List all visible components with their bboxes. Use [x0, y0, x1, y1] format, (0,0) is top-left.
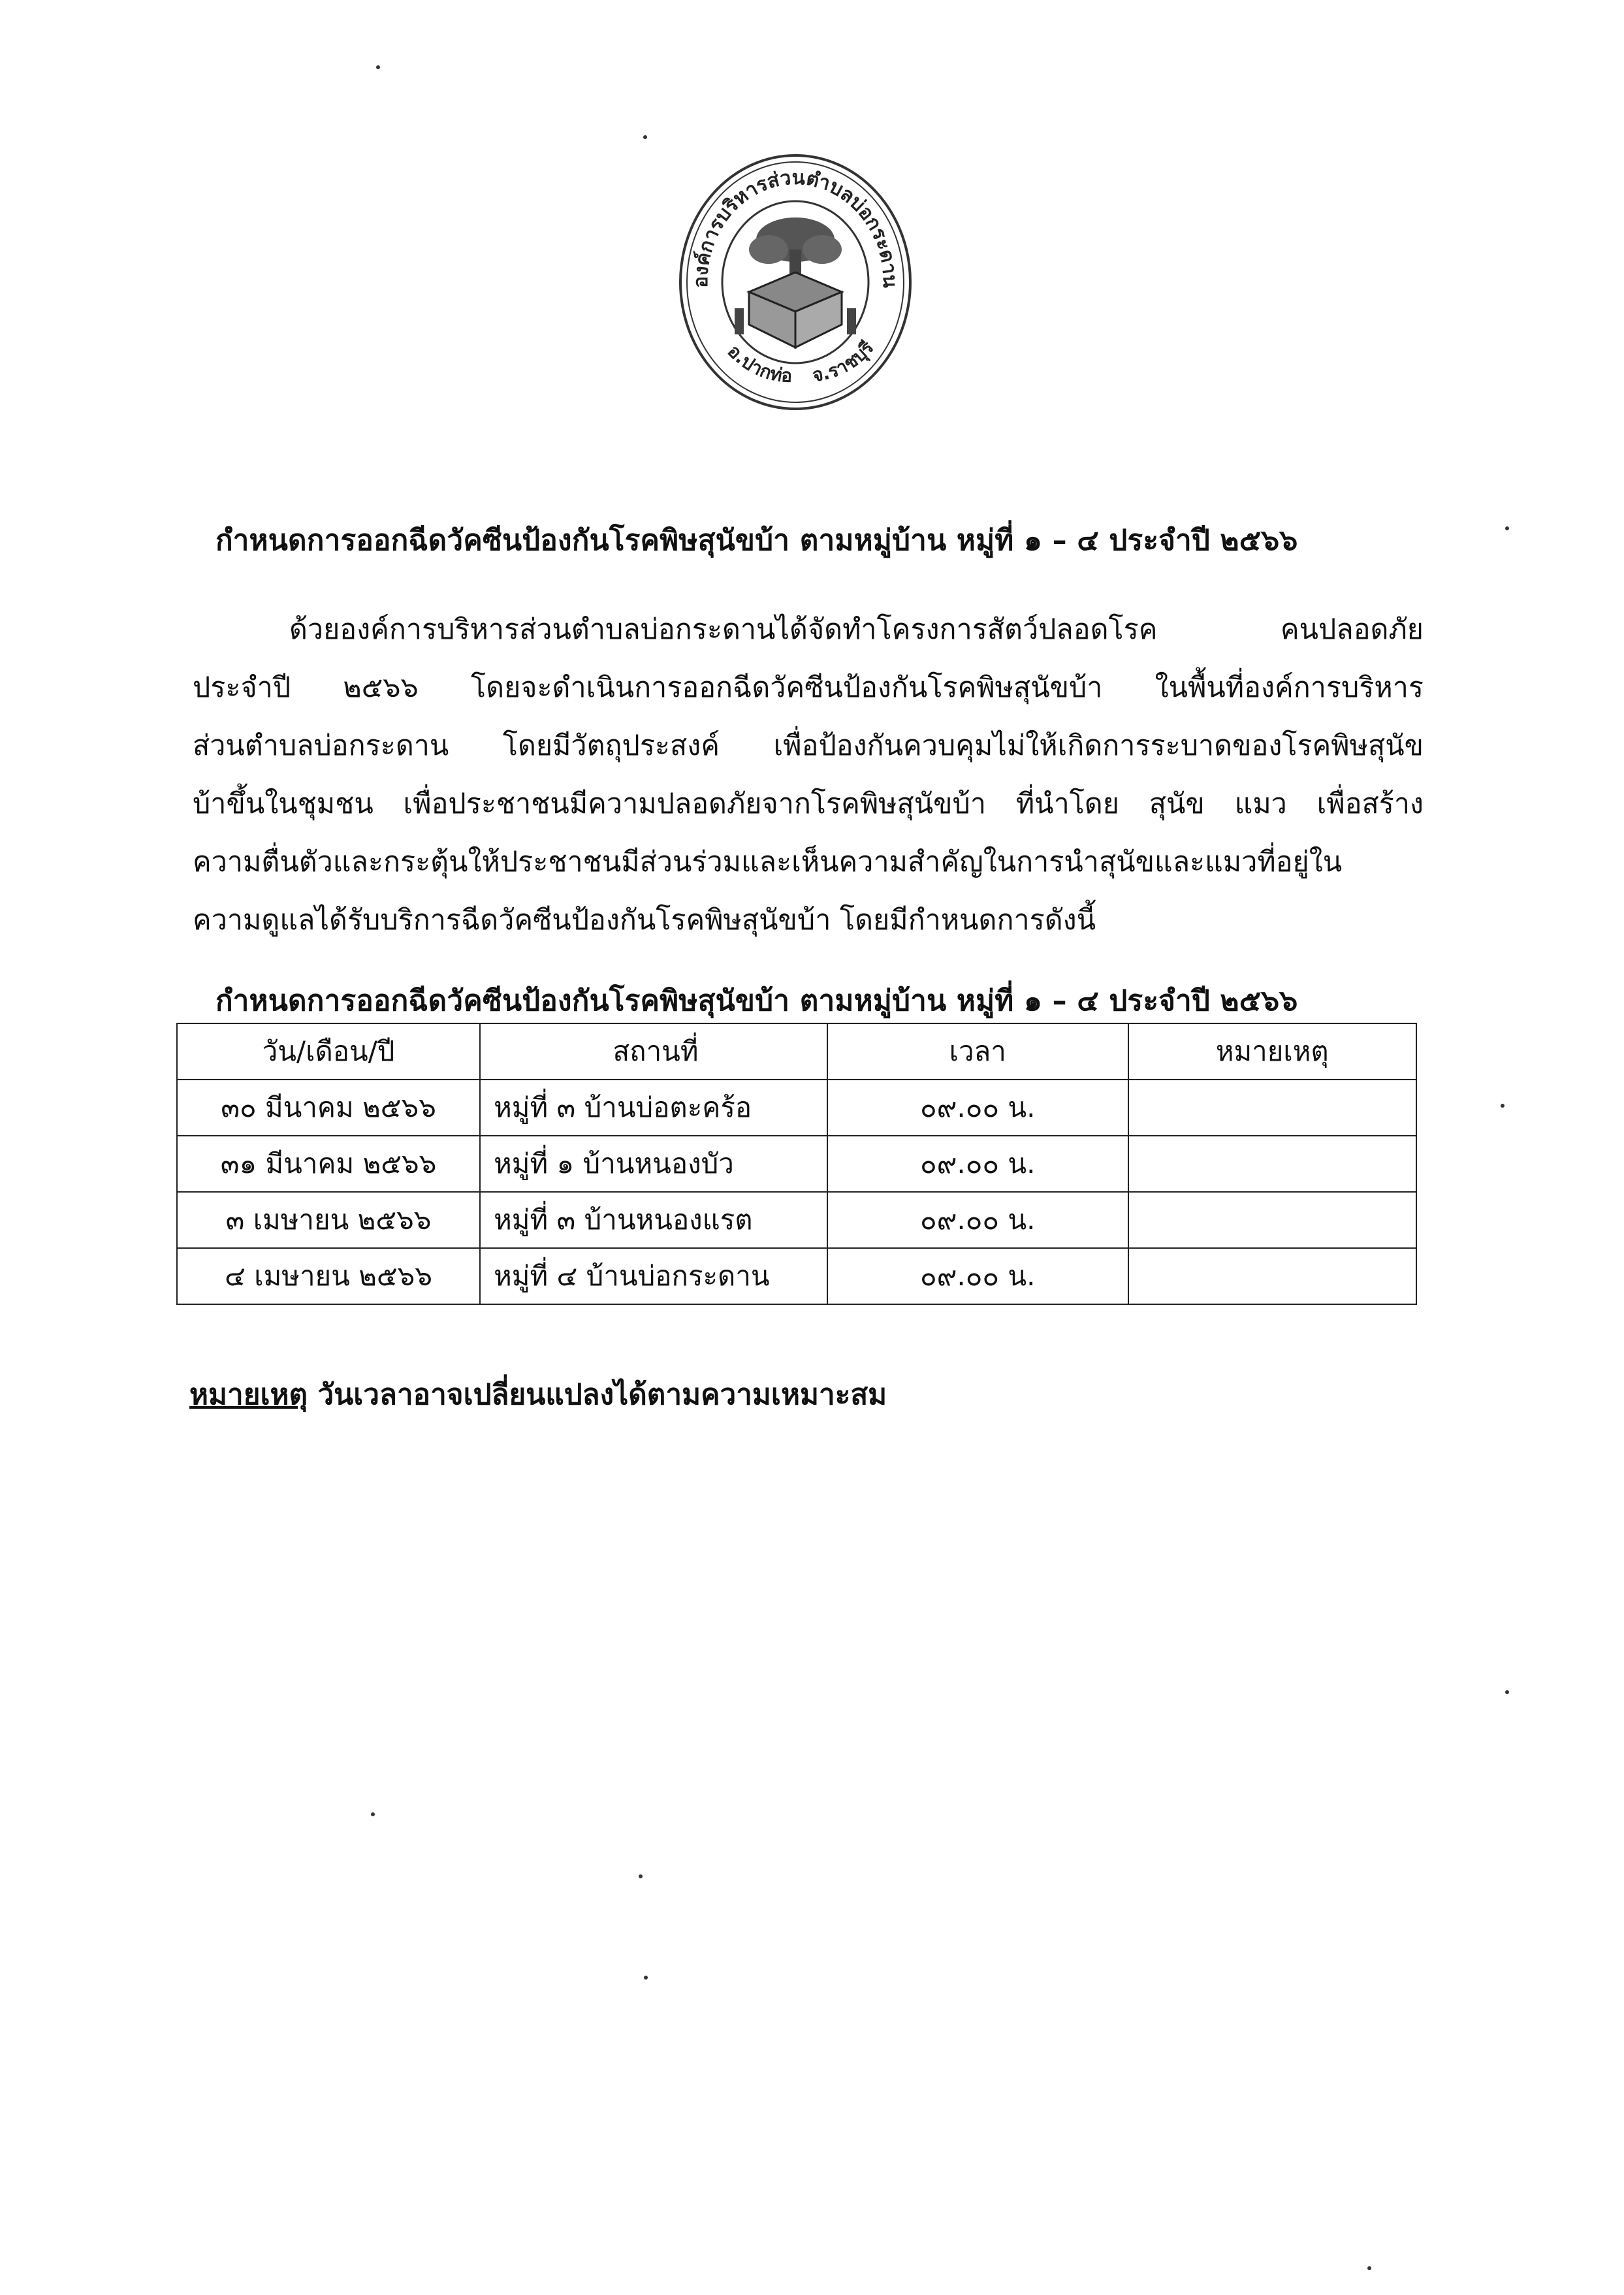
seal-province: จ.ราชบุรี — [811, 336, 878, 387]
scan-speck — [644, 1976, 648, 1980]
body-paragraph — [193, 601, 1424, 950]
scan-speck — [1501, 1104, 1505, 1108]
cell-note — [1128, 1192, 1416, 1248]
paragraph-line: บ้าขึ้นในชุมชน เพื่อประชาชนมีความปลอดภัยจากโรคพิษสุนัขบ้า ที่นำโดย สุนัข แมว เพื่อสร้าง — [193, 788, 1424, 820]
cell-date: ๓๐ มีนาคม ๒๕๖๖ — [177, 1080, 480, 1136]
table-title: กำหนดการออกฉีดวัคซีนป้องกันโรคพิษสุนัขบ้า ตามหมู่บ้าน หมู่ที่ ๑ – ๔ ประจำปี ๒๕๖๖ — [215, 984, 1298, 1018]
cell-time: ๐๙.๐๐ น. — [827, 1248, 1128, 1304]
scan-speck — [1505, 526, 1509, 530]
cell-place: หมู่ที่ ๓ บ้านบ่อตะคร้อ — [480, 1080, 827, 1136]
remark-text: วันเวลาอาจเปลี่ยนแปลงได้ตามความเหมาะสม — [317, 1378, 887, 1411]
scan-speck — [371, 1812, 375, 1816]
paragraph-line: ความตื่นตัวและกระตุ้นให้ประชาชนมีส่วนร่วมและเห็นความสำคัญในการนำสุนัขและแมวที่อยู่ใน — [193, 846, 1343, 878]
table-row — [177, 1192, 1416, 1248]
official-seal — [677, 152, 914, 413]
remark — [189, 1372, 887, 1417]
cell-place: หมู่ที่ ๑ บ้านหนองบัว — [480, 1136, 827, 1192]
header-date: วัน/เดือน/ปี — [177, 1023, 480, 1080]
cell-date: ๓๑ มีนาคม ๒๕๖๖ — [177, 1136, 480, 1192]
paragraph-line: ด้วยองค์การบริหารส่วนตำบลบ่อกระดานได้จัดทำโครงการสัตว์ปลอดโรค คนปลอดภัย — [289, 613, 1424, 646]
cell-note — [1128, 1136, 1416, 1192]
table-header-row — [177, 1023, 1416, 1080]
table-row — [177, 1080, 1416, 1136]
schedule-table — [176, 1023, 1417, 1305]
cell-date: ๔ เมษายน ๒๕๖๖ — [177, 1248, 480, 1304]
table-row — [177, 1248, 1416, 1304]
scan-speck — [1505, 1690, 1509, 1694]
cell-time: ๐๙.๐๐ น. — [827, 1136, 1128, 1192]
scan-speck — [376, 65, 380, 69]
cell-place: หมู่ที่ ๓ บ้านหนองแรต — [480, 1192, 827, 1248]
svg-text:อ.ปากท่อ — [724, 340, 793, 387]
scan-speck — [639, 1874, 643, 1878]
cell-time: ๐๙.๐๐ น. — [827, 1192, 1128, 1248]
seal-org-name: องค์การบริหารส่วนตำบลบ่อกระดาน — [689, 166, 902, 289]
remark-label: หมายเหตุ — [189, 1378, 308, 1411]
seal-district: อ.ปากท่อ — [723, 340, 793, 387]
scan-speck — [643, 135, 647, 139]
cell-date: ๓ เมษายน ๒๕๖๖ — [177, 1192, 480, 1248]
cell-time: ๐๙.๐๐ น. — [827, 1080, 1128, 1136]
header-time: เวลา — [827, 1023, 1128, 1080]
table-row — [177, 1136, 1416, 1192]
page-title: กำหนดการออกฉีดวัคซีนป้องกันโรคพิษสุนัขบ้า ตามหมู่บ้าน หมู่ที่ ๑ – ๔ ประจำปี ๒๕๖๖ — [215, 524, 1298, 557]
cell-place: หมู่ที่ ๔ บ้านบ่อกระดาน — [480, 1248, 827, 1304]
paragraph-line: ความดูแลได้รับบริการฉีดวัคซีนป้องกันโรคพิษสุนัขบ้า โดยมีกำหนดการดังนี้ — [193, 904, 1096, 937]
header-place: สถานที่ — [480, 1023, 827, 1080]
paragraph-line: ประจำปี ๒๕๖๖ โดยจะดำเนินการออกฉีดวัคซีนป้องกันโรคพิษสุนัขบ้า ในพื้นที่องค์การบริหาร — [193, 671, 1424, 704]
scan-speck — [1367, 2266, 1371, 2270]
cell-note — [1128, 1248, 1416, 1304]
header-note: หมายเหตุ — [1128, 1023, 1416, 1080]
cell-note — [1128, 1080, 1416, 1136]
paragraph-line: ส่วนตำบลบ่อกระดาน โดยมีวัตถุประสงค์ เพื่อป้องกันควบคุมไม่ให้เกิดการระบาดของโรคพิษสุนัข — [193, 730, 1424, 762]
